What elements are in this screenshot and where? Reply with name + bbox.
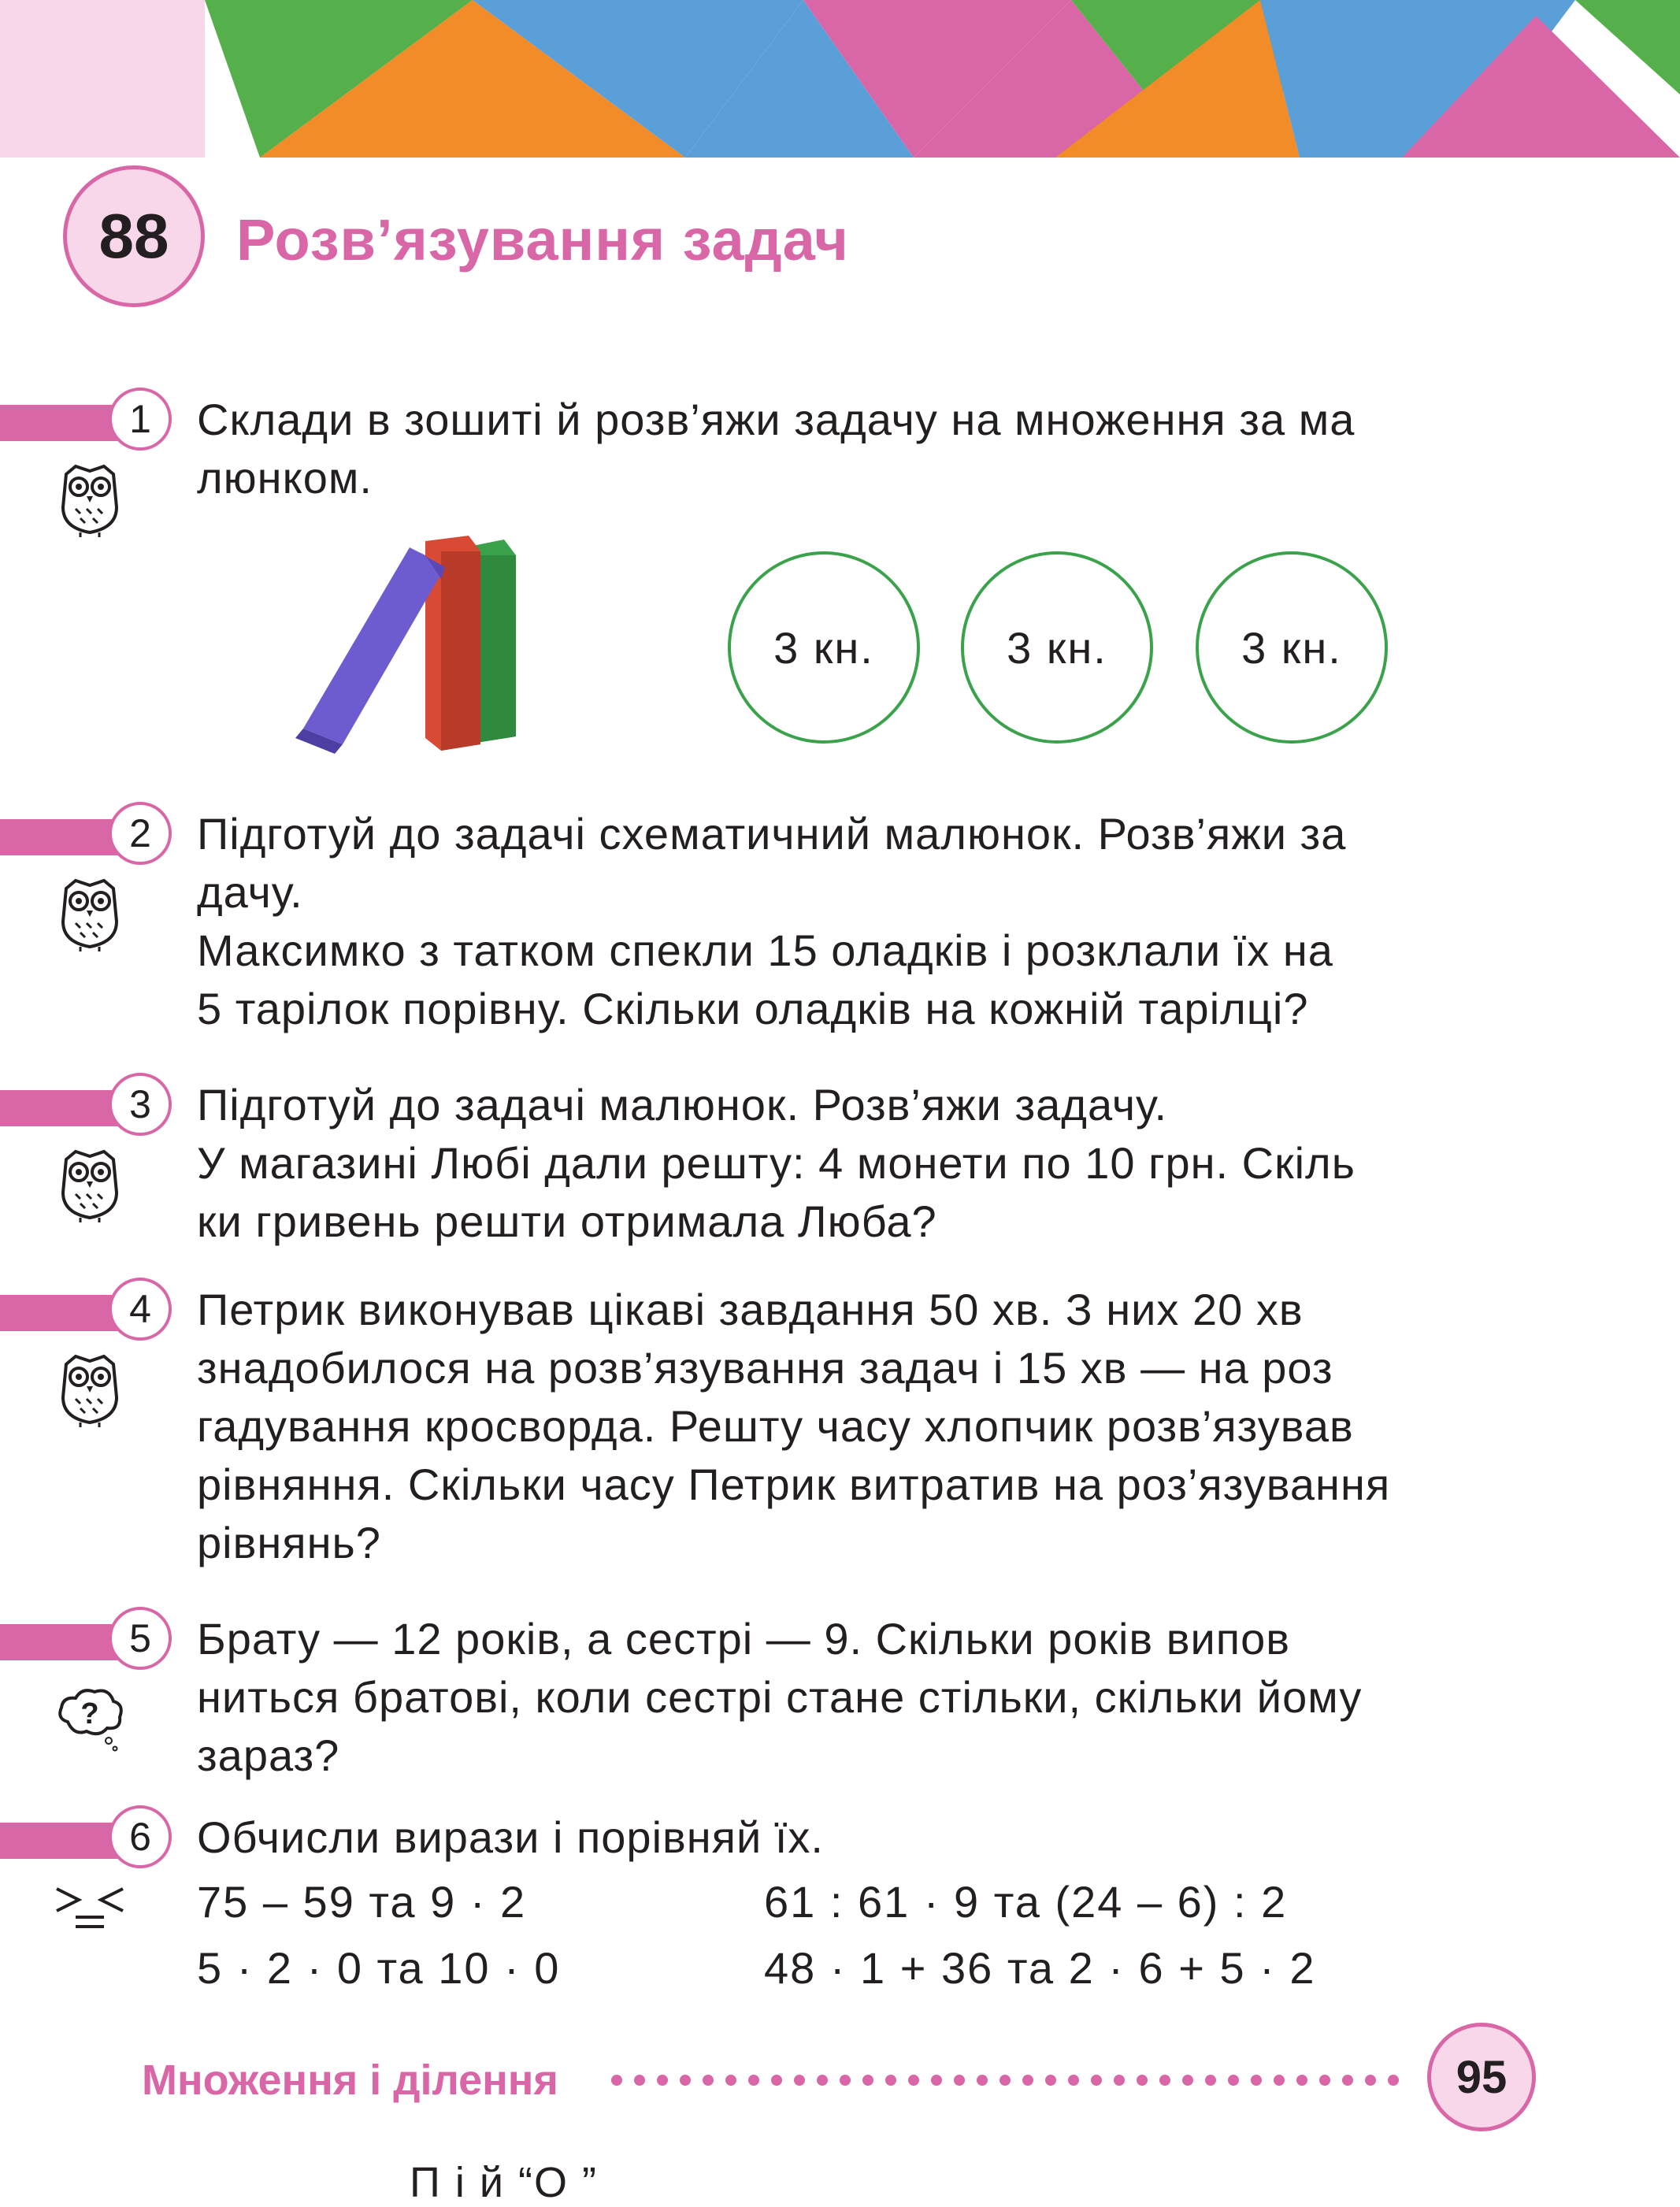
expression-left-2: 5 · 2 · 0 та 10 · 0 — [197, 1943, 561, 1993]
lesson-number: 88 — [98, 201, 169, 271]
task-line: ниться братові, коли сестрі стане стільки, скільки йому — [197, 1672, 1363, 1722]
leader-dot — [1388, 2075, 1399, 2086]
leader-dot — [1022, 2075, 1033, 2086]
leader-dot — [840, 2075, 851, 2086]
top-banner — [0, 0, 1680, 158]
leader-dot — [748, 2075, 759, 2086]
books-group-circle — [1196, 551, 1388, 744]
task-line: дачу. — [197, 867, 303, 917]
task-line: Петрик виконував цікаві завдання 50 хв. З них 20 хв — [197, 1285, 1304, 1334]
task-text — [197, 391, 1489, 507]
task-number: 2 — [109, 802, 172, 865]
leader-dot — [1182, 2075, 1193, 2086]
books-group-circle — [961, 551, 1153, 744]
leader-dot — [999, 2075, 1011, 2086]
task-line: рівнянь? — [197, 1518, 381, 1567]
leader-dot — [931, 2075, 942, 2086]
owl-icon — [52, 1350, 128, 1429]
task-line: Склади в зошиті й розв’яжи задачу на множення за ма — [197, 395, 1355, 444]
owl-icon — [52, 460, 128, 539]
svg-text:?: ? — [80, 1697, 99, 1730]
task-line: Максимко з татком спекли 15 оладків і розклали їх на — [197, 925, 1333, 975]
task-number: 5 — [109, 1607, 172, 1670]
owl-icon — [52, 1145, 128, 1224]
leader-dot — [862, 2075, 873, 2086]
leader-dot — [1068, 2075, 1079, 2086]
leader-dot — [657, 2075, 668, 2086]
task-line: гадування кросворда. Решту часу хлопчик розв’язував — [197, 1401, 1354, 1451]
leader-dot — [1205, 2075, 1216, 2086]
owl-icon — [52, 874, 128, 953]
task-number: 4 — [109, 1278, 172, 1341]
task-line: рівняння. Скільки часу Петрик витратив на роз’язування — [197, 1460, 1391, 1509]
leader-dot — [817, 2075, 828, 2086]
leader-dot — [771, 2075, 782, 2086]
cut-off-text: П і й “О ” — [410, 2159, 598, 2206]
books-count-label: 3 кн. — [1007, 622, 1107, 673]
task-line: знадобилося на розв’язування задач і 15 хв — на роз — [197, 1343, 1333, 1393]
dotted-leader — [610, 2068, 1414, 2092]
leader-dot — [634, 2075, 645, 2086]
leader-dot — [1296, 2075, 1307, 2086]
leader-dot — [1159, 2075, 1170, 2086]
task-text — [197, 805, 1489, 1038]
leader-dot — [1319, 2075, 1330, 2086]
leader-dot — [611, 2075, 622, 2086]
page-number: 95 — [1456, 2051, 1508, 2103]
section-title: Множення і ділення — [142, 2057, 558, 2104]
leader-dot — [1365, 2075, 1376, 2086]
leader-dot — [1228, 2075, 1239, 2086]
leader-dot — [885, 2075, 896, 2086]
task-number: 1 — [109, 388, 172, 451]
expression-right-1: 61 : 61 · 9 та (24 – 6) : 2 — [764, 1877, 1288, 1927]
task-line: ки гривень решти отримала Люба? — [197, 1196, 937, 1246]
task-number: 3 — [109, 1073, 172, 1136]
books-group-circle — [728, 551, 920, 744]
leader-dot — [954, 2075, 965, 2086]
leader-dot — [1045, 2075, 1056, 2086]
question-cloud-icon — [52, 1679, 128, 1758]
task-line: Брату — 12 років, а сестрі — 9. Скільки років випов — [197, 1614, 1290, 1664]
task-line: люнком. — [197, 453, 373, 503]
books-count-label: 3 кн. — [1241, 622, 1342, 673]
task-number: 6 — [109, 1805, 172, 1868]
lesson-title: Розв’язування задач — [236, 207, 849, 273]
task-line: 5 тарілок порівну. Скільки оладків на кожній тарілці? — [197, 984, 1309, 1033]
expression-left-1: 75 – 59 та 9 · 2 — [197, 1877, 527, 1927]
leader-dot — [1114, 2075, 1125, 2086]
task-line: У магазині Любі дали решту: 4 монети по 10 грн. Скіль — [197, 1138, 1355, 1188]
task-line: Підготуй до задачі малюнок. Розв’яжи задачу. — [197, 1080, 1168, 1129]
expression-right-2: 48 · 1 + 36 та 2 · 6 + 5 · 2 — [764, 1943, 1316, 1993]
books-count-label: 3 кн. — [773, 622, 874, 673]
task-line: зараз? — [197, 1730, 340, 1780]
task-line: Обчисли вирази і порівняй їх. — [197, 1812, 824, 1862]
leader-dot — [1342, 2075, 1353, 2086]
task-text — [197, 1610, 1489, 1785]
leader-dot — [725, 2075, 736, 2086]
page-number-badge — [1427, 2023, 1536, 2131]
leader-dot — [1091, 2075, 1102, 2086]
leader-dot — [794, 2075, 805, 2086]
lesson-number-badge — [63, 165, 205, 307]
leader-dot — [703, 2075, 714, 2086]
books-illustration — [287, 532, 524, 760]
compare-signs-icon — [52, 1878, 128, 1957]
leader-dot — [680, 2075, 691, 2086]
leader-dot — [977, 2075, 988, 2086]
task-text — [197, 1076, 1489, 1251]
leader-dot — [1274, 2075, 1285, 2086]
leader-dot — [1251, 2075, 1262, 2086]
leader-dot — [1137, 2075, 1148, 2086]
task-text — [197, 1808, 1489, 1867]
task-text — [197, 1281, 1489, 1572]
task-line: Підготуй до задачі схематичний малюнок. Розв’яжи за — [197, 809, 1347, 859]
leader-dot — [908, 2075, 919, 2086]
